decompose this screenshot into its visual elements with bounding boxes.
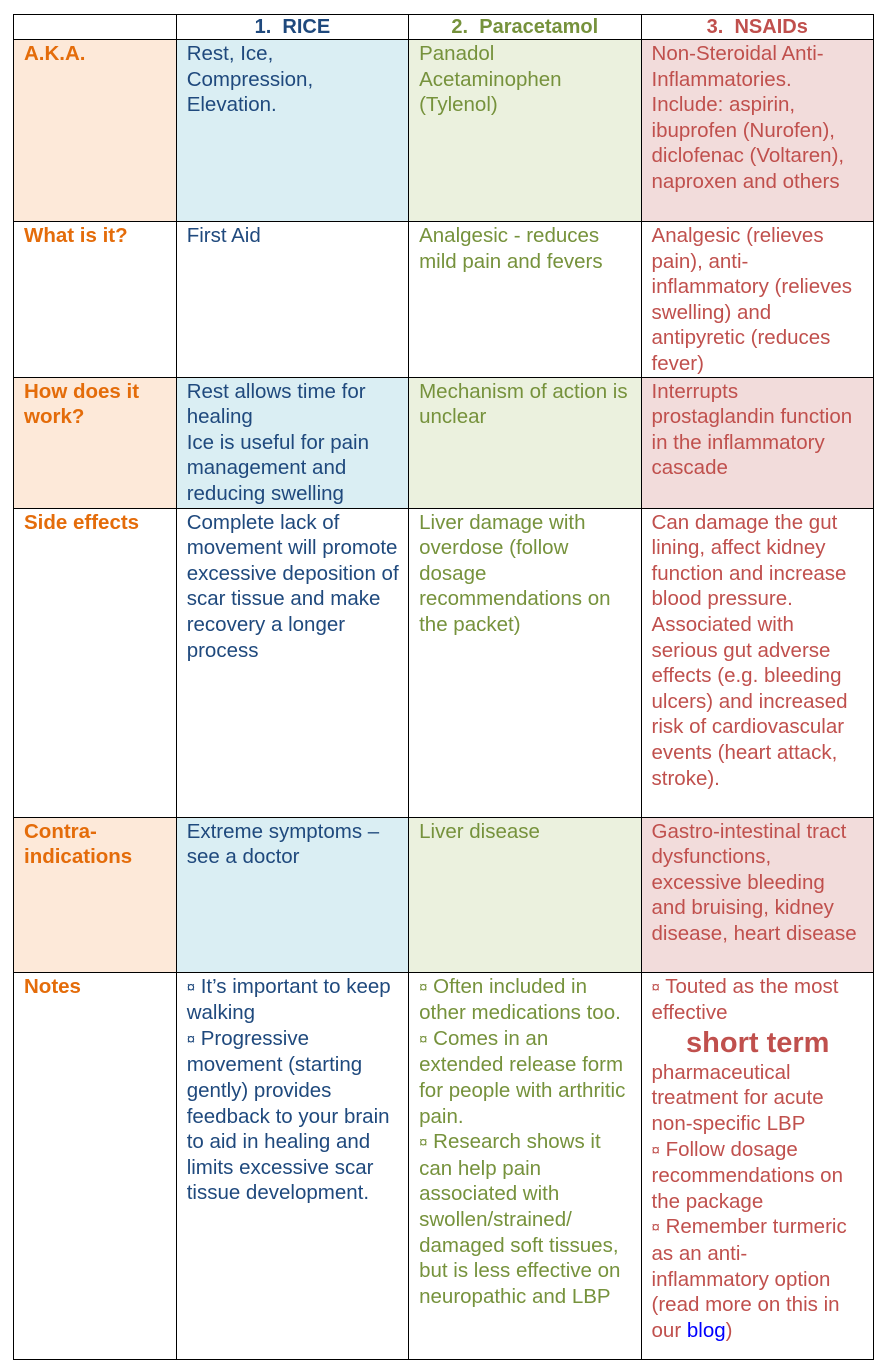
row-label-what-is-it: What is it? <box>14 222 177 378</box>
cell-how-paracetamol: Mechanism of action is unclear <box>409 377 641 508</box>
cell-how-rice <box>176 377 408 508</box>
column-header-rice: 1. RICE <box>176 15 408 40</box>
cell-aka-paracetamol: Panadol Acetaminophen (Tylenol) <box>409 40 641 222</box>
bullet-icon: ¤ <box>419 978 428 996</box>
cell-aka-rice: Rest, Ice, Compression, Elevation. <box>176 40 408 222</box>
how-rice-line-2: Ice is useful for pain management and reducing swelling <box>186 430 370 505</box>
row-side-effects <box>14 508 874 817</box>
note-item: ¤ Remember turmeric as an anti-inflammatory option (read more on this in our blog) <box>651 1215 847 1342</box>
cell-contra-nsaids: Gastro-intestinal tract dysfunctions, excessive bleeding and bruising, kidney disease, heart disease <box>641 817 873 972</box>
bullet-icon: ¤ <box>651 1219 660 1237</box>
column-header-paracetamol: 2. Paracetamol <box>409 15 641 40</box>
row-how-does-it-work <box>14 377 874 508</box>
bullet-icon: ¤ <box>186 978 196 996</box>
note-item: ¤ Follow dosage recommendations on the package <box>651 1137 843 1213</box>
row-aka <box>14 40 874 222</box>
cell-what-rice: First Aid <box>176 222 408 378</box>
note-item: ¤ It’s important to keep walking <box>186 974 391 1025</box>
short-term-emphasis: short term <box>686 1026 830 1059</box>
cell-what-paracetamol: Analgesic - reduces mild pain and fevers <box>409 222 641 378</box>
cell-contra-rice: Extreme symptoms – see a doctor <box>176 817 408 972</box>
cell-contra-paracetamol: Liver disease <box>409 817 641 972</box>
column-header-nsaids: 3. NSAIDs <box>641 15 873 40</box>
row-contra-indications <box>14 817 874 972</box>
row-notes <box>14 972 874 1359</box>
cell-side-nsaids: Can damage the gut lining, affect kidney function and increase blood pressure. Associated with serious gut adverse effects (e.g. bleeding ulcers) and increased risk of cardiovascular events (heart attack, stroke). <box>641 508 873 817</box>
comparison-table <box>13 14 874 1360</box>
cell-notes-nsaids <box>641 972 873 1359</box>
row-what-is-it <box>14 222 874 378</box>
cell-what-nsaids: Analgesic (relieves pain), anti-inflammatory (relieves swelling) and antipyretic (reduces fever) <box>641 222 873 378</box>
cell-aka-nsaids: Non-Steroidal Anti-Inflammatories. Include: aspirin, ibuprofen (Nurofen), diclofenac (Voltaren), naproxen and others <box>641 40 873 222</box>
blog-link[interactable]: blog <box>686 1318 726 1342</box>
bullet-icon: ¤ <box>651 1141 660 1159</box>
row-label-contra: Contra-indications <box>14 817 177 972</box>
cell-notes-paracetamol <box>409 972 641 1359</box>
cell-how-nsaids: Interrupts prostaglandin function in the inflammatory cascade <box>641 377 873 508</box>
row-label-aka: A.K.A. <box>14 40 177 222</box>
note-item: ¤ Touted as the most effective short term pharmaceutical treatment for acute non-specific LBP <box>652 974 864 1137</box>
corner-cell <box>14 15 177 40</box>
cell-side-rice: Complete lack of movement will promote excessive deposition of scar tissue and make recovery a longer process <box>176 508 408 817</box>
bullet-icon: ¤ <box>651 978 660 996</box>
how-rice-line-1: Rest allows time for healing <box>186 379 366 429</box>
cell-side-paracetamol: Liver damage with overdose (follow dosage recommendations on the packet) <box>409 508 641 817</box>
note-item: ¤ Progressive movement (starting gently) provides feedback to your brain to aid in healing and limits excessive scar tissue development. <box>186 1026 390 1205</box>
bullet-icon: ¤ <box>186 1030 196 1048</box>
row-label-side-effects: Side effects <box>14 508 177 817</box>
note-item: ¤ Comes in an extended release form for people with arthritic pain. <box>419 1026 626 1128</box>
row-label-notes: Notes <box>14 972 177 1359</box>
bullet-icon: ¤ <box>419 1134 428 1152</box>
header-row <box>14 15 874 40</box>
note-item: ¤ Research shows it can help pain associated with swollen/strained/ damaged soft tissues, but is less effective on neuropathic and LBP <box>419 1130 621 1308</box>
row-label-how: How does it work? <box>14 377 177 508</box>
cell-notes-rice <box>176 972 408 1359</box>
note-item: ¤ Often included in other medications too. <box>419 974 621 1025</box>
bullet-icon: ¤ <box>419 1030 428 1048</box>
